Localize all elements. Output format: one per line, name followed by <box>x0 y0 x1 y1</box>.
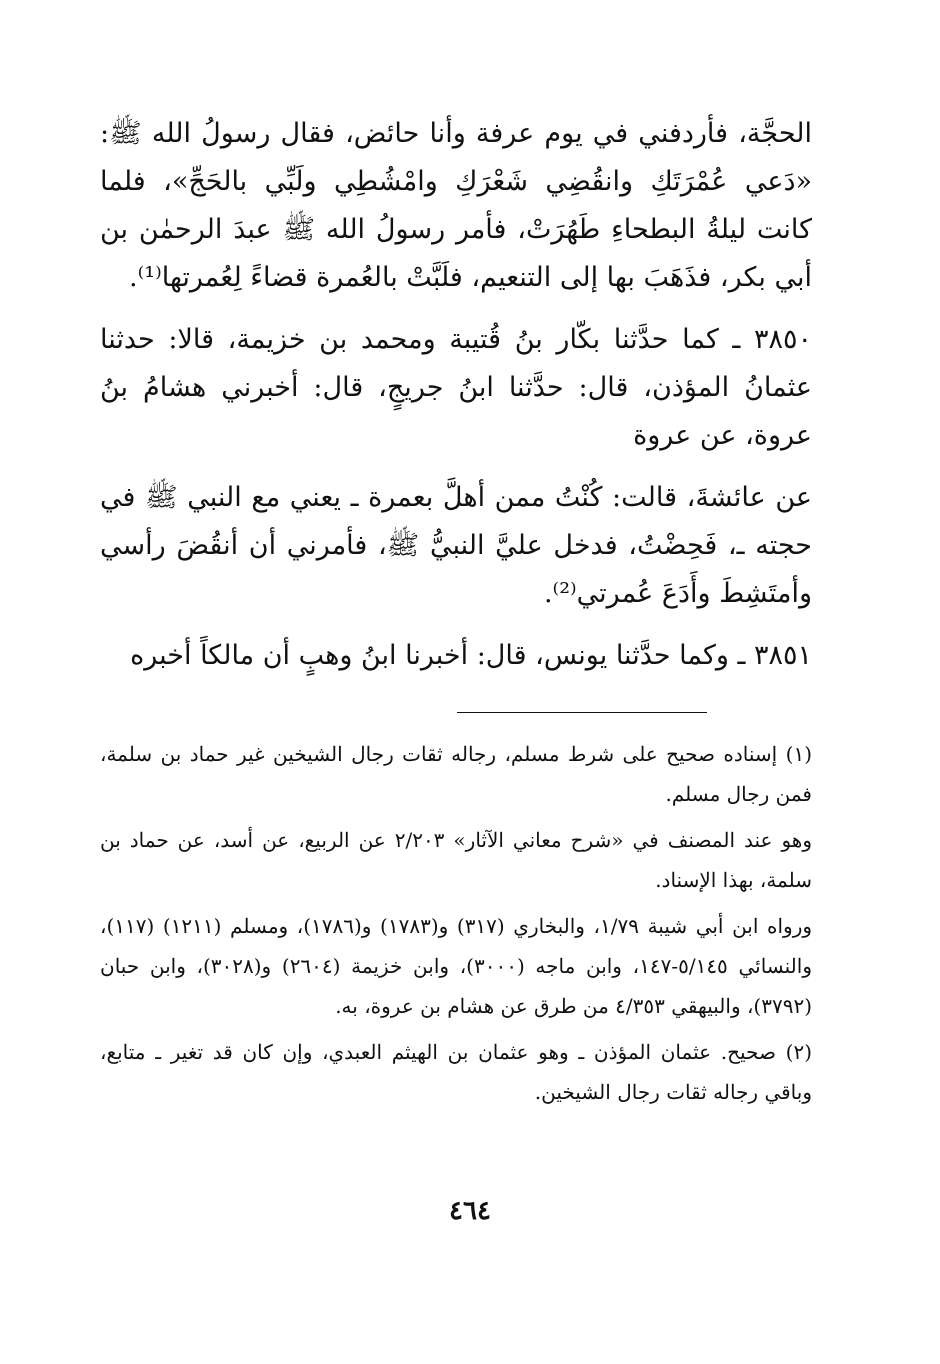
hadith-3850-text: عن عائشةَ، قالت: كُنْتُ ممن أهلَّ بعمرة ـ يعني مع النبي ﷺ في حجته ـ، فَحِضْتُ، فدخل عليَّ النبيُّ ﷺ، فأمرني أن أنقُضَ رأسي وأمتَشِطَ وأَدَعَ عُمرتي⁽²⁾. <box>100 482 812 609</box>
page-number: ٤٦٤ <box>449 1196 491 1226</box>
hadith-3850-chain: ٣٨٥٠ ـ كما حدَّثنا بكّار بنُ قُتيبة ومحمد بن خزيمة، قالا: حدثنا عثمانُ المؤذن، قال: حدَّثنا ابنُ جريجٍ، قال: أخبرني هشامُ بنُ عروة، عن عروة <box>100 324 812 451</box>
footnotes <box>100 734 812 1118</box>
main-text <box>100 110 812 694</box>
footnote-1-references: ورواه ابن أبي شيبة ١/٧٩، والبخاري (٣١٧) و(١٧٨٣) و(١٧٨٦)، ومسلم (١٢١١) (١١٧)، والنسائي ٥/١٤٥-١٤٧، وابن ماجه (٣٠٠٠)، وابن خزيمة (٢٦٠٤) و(٣٠٢٨)، وابن حبان (٣٧٩٢)، والبيهقي ٤/٣٥٣ من طرق عن هشام بن عروة، به. <box>100 914 813 1018</box>
footnote-divider <box>457 712 707 713</box>
footnote-2: (٢) صحيح. عثمان المؤذن ـ وهو عثمان بن الهيثم العبدي، وإن كان قد تغير ـ متابع، وباقي رجاله ثقات رجال الشيخين. <box>100 1040 812 1104</box>
footnote-1: (١) إسناده صحيح على شرط مسلم، رجاله ثقات رجال الشيخين غير حماد بن سلمة، فمن رجال مسلم. <box>100 742 812 806</box>
hadith-3851-chain: ٣٨٥١ ـ وكما حدَّثنا يونس، قال: أخبرنا ابنُ وهبٍ أن مالكاً أخبره <box>130 640 812 671</box>
footnote-1-source: وهو عند المصنف في «شرح معاني الآثار» ٢/٢٠٣ عن الربيع، عن أسد، عن حماد بن سلمة، بهذا الإسناد. <box>100 828 812 892</box>
main-paragraph-1: الحجَّة، فأردفني في يوم عرفة وأنا حائض، فقال رسولُ الله ﷺ: «دَعي عُمْرَتَكِ وانقُضِي شَعْرَكِ وامْشُطِي ولَبِّي بالحَجِّ»، فلما كانت ليلةُ البطحاءِ طَهُرَتْ، فأمر رسولُ الله ﷺ عبدَ الرحمٰن بن أبي بكر، فذَهَبَ بها إلى التنعيم، فلَبَّتْ بالعُمرة قضاءً لِعُمرتها⁽¹⁾. <box>100 118 812 293</box>
